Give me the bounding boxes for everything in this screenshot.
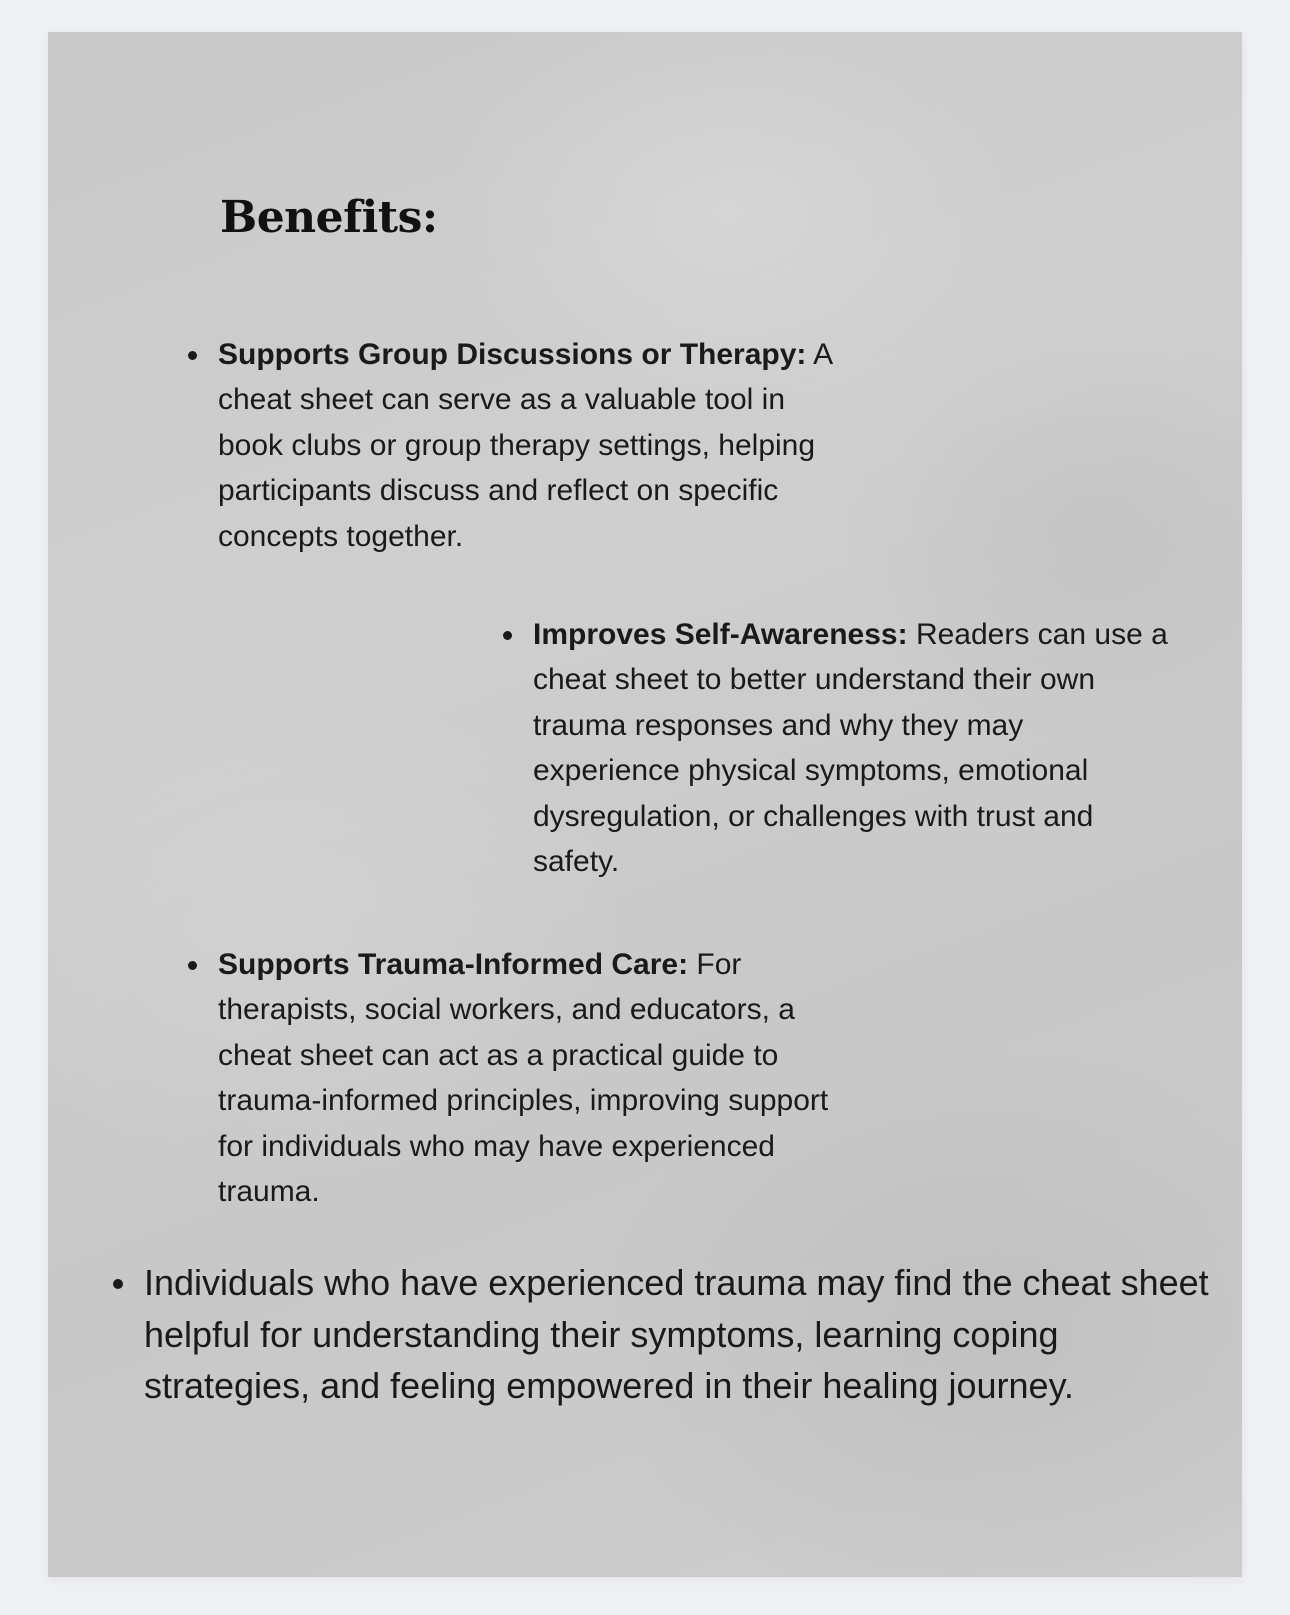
document-page bbox=[48, 32, 1242, 1577]
benefit-list-1 bbox=[218, 332, 838, 559]
benefit-list-3 bbox=[218, 942, 858, 1214]
benefit-text: Readers can use a cheat sheet to better understand their own trauma responses and why they may experience physical symptoms, emotional dysregulation, or challenges with trust and safety. bbox=[533, 618, 1168, 879]
benefit-item-self-awareness bbox=[533, 612, 1173, 884]
benefit-item-group-discussions bbox=[218, 332, 838, 559]
benefit-lead: Supports Group Discussions or Therapy: bbox=[218, 338, 807, 371]
benefit-lead: Improves Self-Awareness: bbox=[533, 618, 908, 651]
benefit-text: For therapists, social workers, and educators, a cheat sheet can act as a practical guide to trauma-informed principles, improving support for individuals who may have experienced trauma. bbox=[218, 948, 829, 1209]
page-title: Benefits: bbox=[220, 192, 438, 243]
benefit-item-trauma-informed-care bbox=[218, 942, 858, 1214]
closing-text: Individuals who have experienced trauma may find the cheat sheet helpful for understanding their symptoms, learning coping strategies, and feeling empowered in their healing journey. bbox=[144, 1262, 1209, 1406]
closing-item bbox=[144, 1257, 1224, 1412]
benefit-list-2 bbox=[533, 612, 1173, 884]
benefit-lead: Supports Trauma-Informed Care: bbox=[218, 948, 689, 981]
benefit-text: A cheat sheet can serve as a valuable tool in book clubs or group therapy settings, helping participants discuss and reflect on specific concepts together. bbox=[218, 338, 832, 553]
closing-list bbox=[144, 1257, 1224, 1412]
